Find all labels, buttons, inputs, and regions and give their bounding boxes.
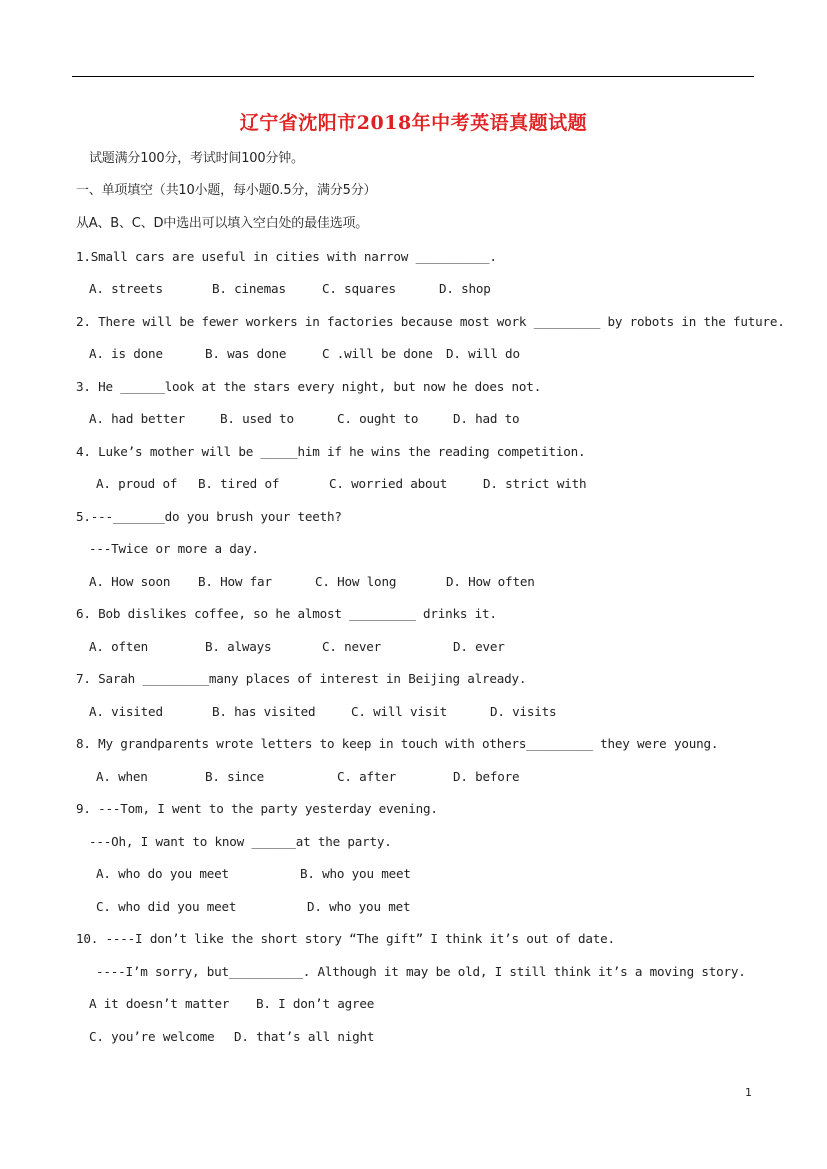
question-stem-reply: ---Oh, I want to know ______at the party. (89, 834, 392, 849)
exam-title: 辽宁省沈阳市2018年中考英语真题试题 (239, 112, 588, 134)
question-stem: 10. ----I don’t like the short story “The gift” I think it’s out of date. (76, 931, 615, 946)
option: C. worried about (329, 476, 448, 491)
option: B. who you meet (300, 866, 411, 881)
option: B. used to (220, 411, 294, 426)
question-stem: 1.Small cars are useful in cities with narrow __________. (76, 249, 497, 264)
option: D. before (453, 769, 520, 784)
option: A it doesn’t matter (89, 996, 230, 1011)
option: B. since (205, 769, 265, 784)
question-stem: 3. He ______look at the stars every night, but now he does not. (76, 379, 542, 394)
question-stem: 4. Luke’s mother will be _____him if he wins the reading competition. (76, 444, 586, 459)
question-stem-reply: ----I’m sorry, but__________. Although it may be old, I still think it’s a moving story. (96, 964, 746, 979)
option: D. visits (490, 704, 557, 719)
option: C. you’re welcome (89, 1029, 215, 1044)
option: C. squares (322, 281, 396, 296)
option: D. shop (439, 281, 491, 296)
option: D. How often (446, 574, 535, 589)
option: A. How soon (89, 574, 171, 589)
option: B. has visited (212, 704, 316, 719)
option: D. had to (453, 411, 520, 426)
option: D. ever (453, 639, 505, 654)
option: D. strict with (483, 476, 587, 491)
header-rule (72, 76, 754, 77)
option: A. often (89, 639, 149, 654)
question-stem: 2. There will be fewer workers in factories because most work _________ by robots in the future. (76, 314, 785, 329)
option: C. How long (315, 574, 397, 589)
option: A. visited (89, 704, 163, 719)
option: D. who you met (307, 899, 411, 914)
option: C. ought to (337, 411, 419, 426)
option: C. who did you meet (96, 899, 237, 914)
question-stem: 7. Sarah _________many places of interest in Beijing already. (76, 671, 527, 686)
option: B. I don’t agree (256, 996, 375, 1011)
question-stem-reply: ---Twice or more a day. (89, 541, 259, 556)
option: C .will be done (322, 346, 433, 361)
option: A. who do you meet (96, 866, 229, 881)
option: D. that’s all night (234, 1029, 375, 1044)
option: B. always (205, 639, 272, 654)
option: A. proud of (96, 476, 178, 491)
option: D. will do (446, 346, 520, 361)
section-instruction: 从A、B、C、D中选出可以填入空白处的最佳选项。 (76, 216, 369, 231)
option: C. after (337, 769, 397, 784)
option: A. is done (89, 346, 163, 361)
question-stem: 6. Bob dislikes coffee, so he almost _________ drinks it. (76, 606, 497, 621)
section-heading: 一、单项填空（共10小题，每小题0.5分，满分5分） (76, 183, 377, 198)
option: B. cinemas (212, 281, 286, 296)
option: C. will visit (351, 704, 447, 719)
question-stem: 8. My grandparents wrote letters to keep in touch with others_________ they were young. (76, 736, 719, 751)
option: B. How far (198, 574, 272, 589)
option: C. never (322, 639, 382, 654)
question-stem: 5.---_______do you brush your teeth? (76, 509, 342, 524)
option: A. when (96, 769, 148, 784)
option: B. was done (205, 346, 287, 361)
question-stem: 9. ---Tom, I went to the party yesterday evening. (76, 801, 438, 816)
page-number: 1 (745, 1086, 752, 1099)
option: B. tired of (198, 476, 280, 491)
option: A. streets (89, 281, 163, 296)
option: A. had better (89, 411, 185, 426)
exam-intro: 试题满分100分，考试时间100分钟。 (89, 151, 304, 166)
